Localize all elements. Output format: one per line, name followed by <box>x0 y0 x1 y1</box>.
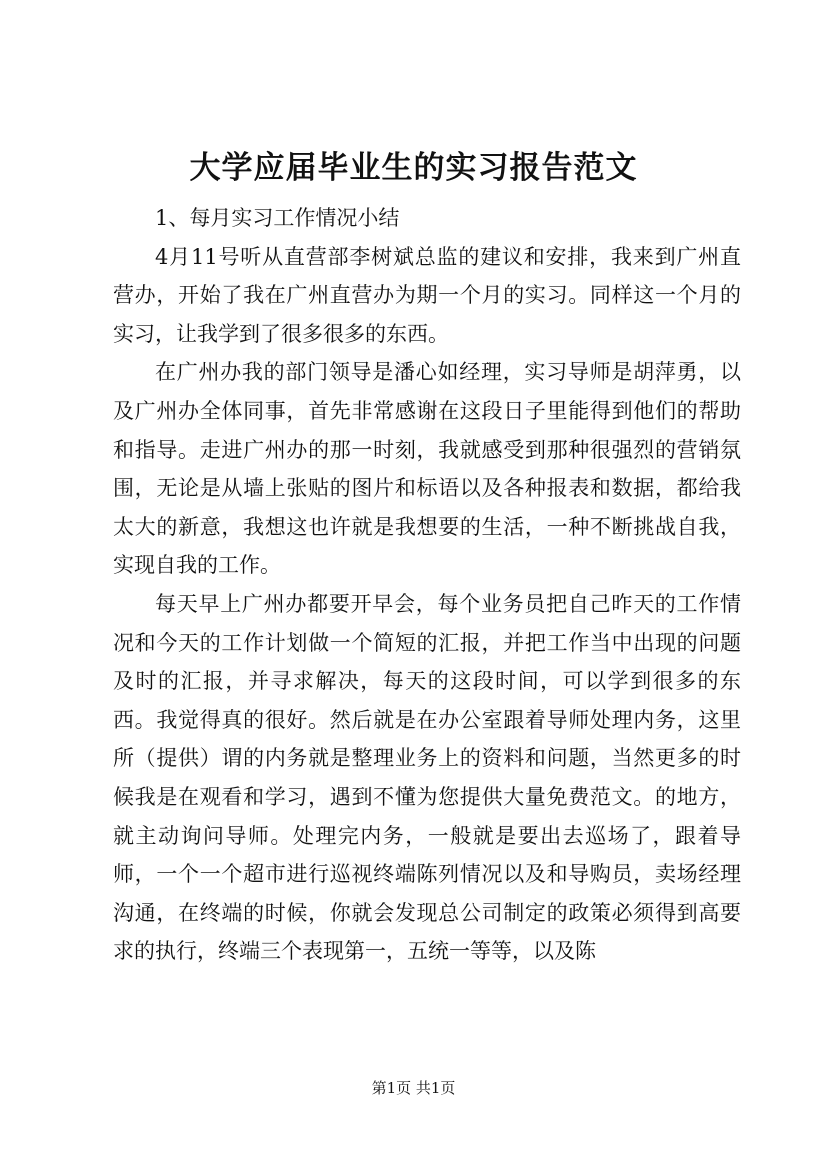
paragraph: 在广州办我的部门领导是潘心如经理，实习导师是胡萍勇，以及广州办全体同事，首先非常感谢在这段日子里能得到他们的帮助和指导。走进广州办的那一时刻，我就感受到那种很强烈的营销氛围，无论是从墙上张贴的图片和标语以及各种报表和数据，都给我太大的新意，我想这也许就是我想要的生活，一种不断挑战自我，实现自我的工作。 <box>113 360 741 578</box>
page-number-footer: 第1页 共1页 <box>371 1079 456 1097</box>
paragraph: 每天早上广州办都要开早会，每个业务员把自己昨天的工作情况和今天的工作计划做一个简短的汇报，并把工作当中出现的问题及时的汇报，并寻求解决，每天的这段时间，可以学到很多的东西。我觉得真的很好。然后就是在办公室跟着导师处理内务，这里所（提供）谓的内务就是整理业务上的资料和问题，当然更多的时候我是在观看和学习，遇到不懂为您提供大量免费范文。的地方，就主动询问导师。处理完内务，一般就是要出去巡场了，跟着导师，一个一个超市进行巡视终端陈列情况以及和导购员，卖场经理沟通，在终端的时候，你就会发现总公司制定的政策必须得到高要求的执行，终端三个表现第一，五统一等等，以及陈 <box>113 591 741 964</box>
paragraph: 4月11号听从直营部李树斌总监的建议和安排，我来到广州直营办，开始了我在广州直营办为期一个月的实习。同样这一个月的实习，让我学到了很多很多的东西。 <box>113 244 741 346</box>
section-heading: 1、每月实习工作情况小结 <box>155 206 400 230</box>
page-title: 大学应届毕业生的实习报告范文 <box>189 150 638 186</box>
document-body <box>113 199 741 971</box>
